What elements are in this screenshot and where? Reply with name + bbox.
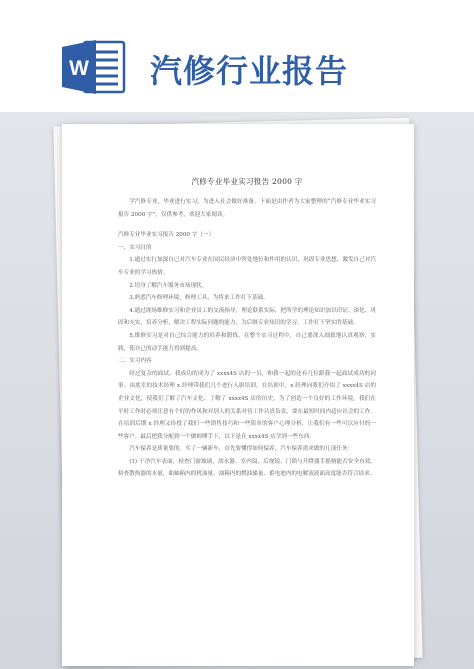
word-icon-letter: W xyxy=(69,57,89,80)
word-icon xyxy=(62,38,126,96)
section-heading: 二、实习内容 xyxy=(118,358,152,365)
intro-paragraph: 学汽修专业，毕业进行实习，为进入社会做好准备。下面是由作者为大家整理的“汽修专业毕业实习报告 2000 字”，仅供参考，欢迎大家阅读。 xyxy=(118,199,376,218)
paragraph: (1) 干净汽车表面，检查门窗玻璃、刮水器、室内镜、后视镜、门锁与升降器手摇柄能否安全有效，检查散热器的水量，曲轴箱内的机油量、油箱内的燃油储量、蓄电池内的电解液液面高度能否符合请求。 xyxy=(118,458,376,478)
paragraph: 1.通过实行加深自己对汽车专业在国民经济中所处地位和作用的认识，巩固专业思想，激发自己对汽车专业的学习热情。 xyxy=(118,257,376,276)
sub-title: 汽修专业毕业实习报告 2000 字（一） xyxy=(118,232,215,239)
paragraph: 2.切身了解汽车服务市场现状。 xyxy=(129,282,208,289)
paragraph: 3.熟悉汽车修理环境，修理工具，为将来工作打下基础。 xyxy=(129,295,269,302)
document-body xyxy=(118,176,376,481)
page-title: 汽修行业报告 xyxy=(150,52,349,90)
paragraph: 4.通过现场维修实习和企业员工的交流指导，理论联系实际，把所学的理论知识加以印证、深化、巩固和充实，培养分析、解决工程实际问题的能力，为后继专业知识的学习、工作打下坚实的基础。 xyxy=(118,307,376,327)
paragraph: 经过复杂的面试，我成功的成为了 xxxx4S 店的一员，和我一起的还有几位跟我一起面试成功的同事。由底室的技术经理 x 经理带我们几个进行入职培训，在培训中，x 经理向我们介绍了 xxxx4S 店的企业文化，使我们了解了汽车文化、了解了 xxxx4S 店的历史，为了创造一个良好的工作环境，我们在平时工作时必须注意有个好的作风和对别人的关系对待工作认真负责，要在最短时间内适应社会的工作。在培训后期 x 经理又传授了我们一些销售技巧和一些简单的客户心理分析，让我们有一些可以应付的一些客户。最后把我分配到一个做师傅手下，以下是在 xxxx4S 店学到一些东西： xyxy=(118,370,376,440)
paragraph: 5.维修实习是对自己综合能力的培养和锻炼，在整个实习过程中，自己要深入细致地认真观察、实践，使自己的动手能力得到提高。 xyxy=(118,332,376,352)
document-page xyxy=(62,124,414,666)
banner xyxy=(0,0,474,112)
document-title: 汽修专业毕业实习报告 2000 字 xyxy=(191,177,303,186)
paragraph: 汽车保养是质量要的。买了一辆新车，首先要懂得如何保养，汽车保养需求做的几项任务： xyxy=(129,446,353,453)
section-heading: 一、实习目的 xyxy=(118,244,152,251)
